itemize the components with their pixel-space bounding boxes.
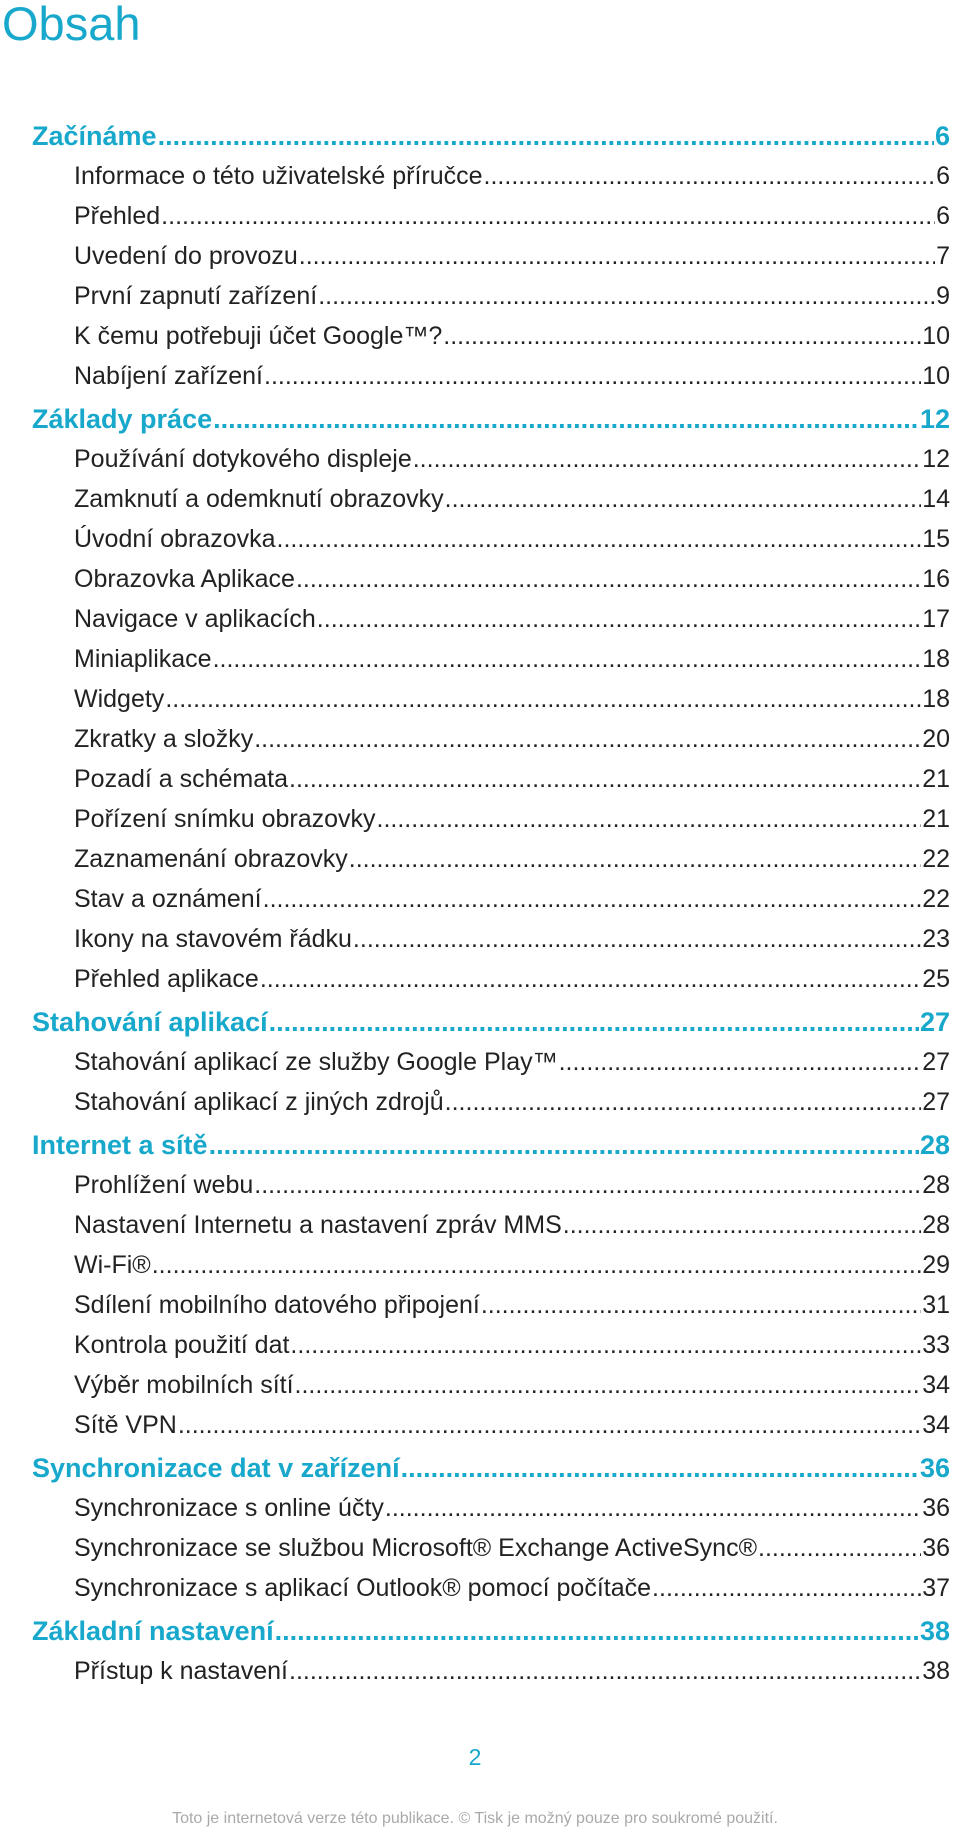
toc-item-title: Zamknutí a odemknutí obrazovky [74, 485, 444, 513]
toc-item-title: Stav a oznámení [74, 885, 262, 913]
toc-leader [165, 679, 921, 719]
toc-leader [349, 839, 921, 879]
toc-item-title: Stahování aplikací ze služby Google Play™ [74, 1048, 558, 1076]
toc-item-page: 28 [922, 1171, 950, 1199]
toc-item[interactable] [32, 519, 950, 559]
toc-item-title: Uvedení do provozu [74, 242, 298, 270]
toc-item[interactable] [32, 479, 950, 519]
toc-item[interactable] [32, 1488, 950, 1528]
toc-item-page: 36 [922, 1534, 950, 1562]
toc-heading-page: 38 [919, 1616, 950, 1646]
toc-item[interactable] [32, 1325, 950, 1365]
toc-item-title: Přehled aplikace [74, 965, 259, 993]
toc-heading-page: 12 [919, 404, 950, 434]
toc-item-title: Informace o této uživatelské příručce [74, 162, 483, 190]
toc-item-title: Widgety [74, 685, 165, 713]
toc-item-title: Synchronizace s online účty [74, 1494, 384, 1522]
toc-item[interactable] [32, 1165, 950, 1205]
toc-item[interactable] [32, 919, 950, 959]
toc-leader [260, 959, 921, 999]
toc-leader [264, 356, 921, 396]
toc-item-title: Používání dotykového displeje [74, 445, 412, 473]
toc-heading[interactable] [32, 1448, 950, 1488]
toc-item-page: 33 [922, 1331, 950, 1359]
toc-item-page: 17 [922, 605, 950, 633]
toc-item-title: Wi-Fi® [74, 1251, 151, 1279]
toc-heading-page: 36 [919, 1453, 950, 1483]
toc-item-title: Stahování aplikací z jiných zdrojů [74, 1088, 444, 1116]
toc-leader [213, 639, 922, 679]
toc-section [32, 1448, 950, 1608]
toc-item[interactable] [32, 1651, 950, 1691]
toc-item-title: K čemu potřebuji účet Google™? [74, 322, 443, 350]
toc-heading[interactable] [32, 1611, 950, 1651]
toc-section [32, 1611, 950, 1691]
toc-leader [445, 479, 922, 519]
toc-leader [178, 1405, 921, 1445]
toc-item-title: Obrazovka Aplikace [74, 565, 295, 593]
toc-item[interactable] [32, 1245, 950, 1285]
toc-item[interactable] [32, 839, 950, 879]
toc-leader [161, 196, 935, 236]
toc-item-title: První zapnutí zařízení [74, 282, 318, 310]
toc-heading-title: Synchronizace dat v zařízení [32, 1453, 400, 1483]
toc-heading[interactable] [32, 1125, 950, 1165]
toc-leader [289, 1651, 921, 1691]
toc-leader [353, 919, 921, 959]
toc-item-title: Výběr mobilních sítí [74, 1371, 294, 1399]
toc-item[interactable] [32, 236, 950, 276]
toc-item-page: 27 [922, 1048, 950, 1076]
toc-leader [269, 1002, 919, 1042]
table-of-contents [32, 116, 950, 1691]
toc-heading[interactable] [32, 116, 950, 156]
toc-item-title: Synchronizace se službou Microsoft® Exchange ActiveSync® [74, 1534, 757, 1562]
toc-item[interactable] [32, 1365, 950, 1405]
toc-leader [213, 399, 919, 439]
toc-item[interactable] [32, 1042, 950, 1082]
toc-leader [275, 1611, 919, 1651]
toc-item-page: 14 [922, 485, 950, 513]
toc-item-page: 10 [922, 322, 950, 350]
toc-item-page: 9 [936, 282, 950, 310]
toc-leader [290, 1325, 921, 1365]
toc-leader [263, 879, 922, 919]
toc-section [32, 116, 950, 396]
toc-item[interactable] [32, 276, 950, 316]
toc-item[interactable] [32, 1405, 950, 1445]
toc-item[interactable] [32, 1285, 950, 1325]
toc-item[interactable] [32, 759, 950, 799]
toc-leader [445, 1082, 922, 1122]
toc-item[interactable] [32, 196, 950, 236]
toc-heading-title: Stahování aplikací [32, 1007, 268, 1037]
toc-item-title: Miniaplikace [74, 645, 212, 673]
toc-item-title: Přístup k nastavení [74, 1657, 289, 1685]
toc-item-page: 38 [922, 1657, 950, 1685]
toc-leader [299, 236, 935, 276]
toc-item[interactable] [32, 1205, 950, 1245]
toc-item-page: 12 [922, 445, 950, 473]
toc-item-title: Synchronizace s aplikací Outlook® pomocí počítače [74, 1574, 652, 1602]
toc-leader [152, 1245, 921, 1285]
toc-section [32, 1125, 950, 1445]
toc-item[interactable] [32, 1568, 950, 1608]
toc-item-title: Zaznamenání obrazovky [74, 845, 348, 873]
toc-item-page: 31 [922, 1291, 950, 1319]
toc-heading-page: 27 [919, 1007, 950, 1037]
toc-item-page: 22 [922, 885, 950, 913]
toc-heading-title: Základy práce [32, 404, 213, 434]
toc-item[interactable] [32, 679, 950, 719]
toc-item-page: 29 [922, 1251, 950, 1279]
toc-leader [481, 1285, 921, 1325]
toc-item[interactable] [32, 719, 950, 759]
toc-leader [318, 276, 935, 316]
toc-item-page: 6 [936, 162, 950, 190]
toc-item-page: 34 [922, 1371, 950, 1399]
toc-leader [563, 1205, 921, 1245]
toc-item-page: 23 [922, 925, 950, 953]
toc-leader [317, 599, 921, 639]
toc-item-title: Pořízení snímku obrazovky [74, 805, 376, 833]
toc-heading-title: Základní nastavení [32, 1616, 274, 1646]
toc-item-title: Ikony na stavovém řádku [74, 925, 352, 953]
toc-item[interactable] [32, 559, 950, 599]
toc-heading-page: 28 [919, 1130, 950, 1160]
toc-item-page: 16 [922, 565, 950, 593]
toc-leader [296, 559, 921, 599]
toc-item[interactable] [32, 599, 950, 639]
toc-section [32, 399, 950, 999]
toc-leader [377, 799, 922, 839]
toc-item-title: Přehled [74, 202, 161, 230]
toc-item-title: Navigace v aplikacích [74, 605, 316, 633]
toc-heading[interactable] [32, 1002, 950, 1042]
toc-item[interactable] [32, 156, 950, 196]
toc-item-page: 10 [922, 362, 950, 390]
toc-leader [289, 759, 921, 799]
page-number: 2 [468, 1744, 482, 1770]
toc-item[interactable] [32, 799, 950, 839]
toc-item[interactable] [32, 1528, 950, 1568]
toc-leader [209, 1125, 919, 1165]
toc-leader [652, 1568, 921, 1608]
toc-section [32, 1002, 950, 1122]
toc-item-page: 37 [922, 1574, 950, 1602]
toc-leader [385, 1488, 921, 1528]
toc-item-page: 15 [922, 525, 950, 553]
toc-leader [254, 719, 921, 759]
toc-item-page: 7 [936, 242, 950, 270]
toc-item-page: 25 [922, 965, 950, 993]
toc-item-page: 20 [922, 725, 950, 753]
toc-item-title: Sítě VPN [74, 1411, 177, 1439]
toc-leader [295, 1365, 922, 1405]
toc-item[interactable] [32, 439, 950, 479]
toc-leader [413, 439, 921, 479]
toc-heading-title: Začínáme [32, 121, 157, 151]
toc-item-page: 36 [922, 1494, 950, 1522]
toc-item-title: Úvodní obrazovka [74, 525, 276, 553]
toc-leader [401, 1448, 919, 1488]
toc-item-page: 6 [936, 202, 950, 230]
toc-item-page: 27 [922, 1088, 950, 1116]
toc-heading-title: Internet a sítě [32, 1130, 208, 1160]
toc-item-page: 18 [922, 685, 950, 713]
toc-heading[interactable] [32, 399, 950, 439]
toc-item[interactable] [32, 639, 950, 679]
toc-item[interactable] [32, 879, 950, 919]
footer-note: Toto je internetová verze této publikace. © Tisk je možný pouze pro soukromé použití. [172, 1810, 778, 1827]
toc-leader [559, 1042, 922, 1082]
toc-leader [484, 156, 936, 196]
toc-item-title: Zkratky a složky [74, 725, 254, 753]
toc-item-title: Pozadí a schémata [74, 765, 289, 793]
toc-item-title: Sdílení mobilního datového připojení [74, 1291, 480, 1319]
toc-item-page: 18 [922, 645, 950, 673]
toc-heading-page: 6 [934, 121, 950, 151]
toc-item[interactable] [32, 356, 950, 396]
toc-item[interactable] [32, 959, 950, 999]
toc-item-title: Nabíjení zařízení [74, 362, 263, 390]
toc-item-page: 22 [922, 845, 950, 873]
toc-item-page: 21 [922, 805, 950, 833]
toc-leader [277, 519, 922, 559]
toc-item-page: 28 [922, 1211, 950, 1239]
toc-leader [158, 116, 934, 156]
toc-leader [443, 316, 921, 356]
toc-item[interactable] [32, 1082, 950, 1122]
page-title: Obsah [2, 0, 141, 50]
toc-leader [758, 1528, 921, 1568]
toc-item-title: Prohlížení webu [74, 1171, 254, 1199]
toc-item-page: 21 [922, 765, 950, 793]
toc-leader [254, 1165, 921, 1205]
toc-item-page: 34 [922, 1411, 950, 1439]
toc-item-title: Nastavení Internetu a nastavení zpráv MMS [74, 1211, 562, 1239]
toc-item[interactable] [32, 316, 950, 356]
toc-item-title: Kontrola použití dat [74, 1331, 290, 1359]
